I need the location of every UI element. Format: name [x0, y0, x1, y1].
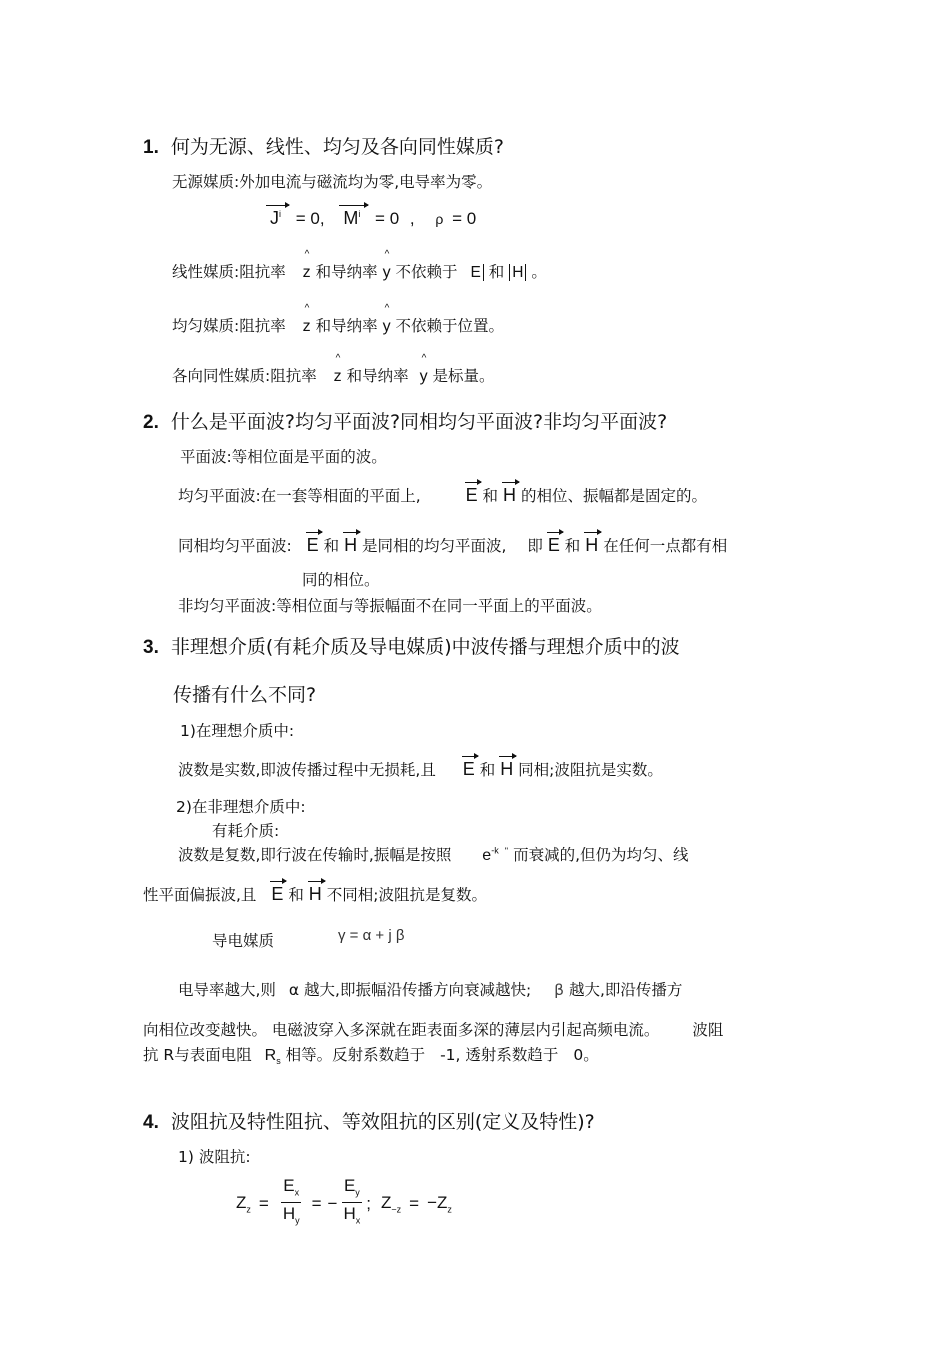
in-phase-uniform-plane-wave-definition: 同相均匀平面波: E 和 H 是同相的均匀平面波, 即 E 和 H 在任何一点都有相 [178, 535, 728, 555]
wave-impedance-label: 1) 波阻抗: [178, 1148, 251, 1166]
question-text: 何为无源、线性、均匀及各向同性媒质? [170, 136, 504, 158]
Z-minus-z: $Z_{-z}$ [381, 1193, 402, 1215]
question-1-title [143, 132, 504, 159]
fraction-Ey-over-Hx: $\frac{E_y}{H_x}$ [343, 1176, 361, 1226]
vector-J: $J^i$ [270, 208, 281, 228]
vector-E: E [462, 759, 475, 779]
equals: = [409, 1193, 420, 1213]
equals-zero: = 0 [295, 209, 320, 228]
wave-impedance-equation [236, 1176, 452, 1232]
question-3-title [143, 632, 680, 659]
propagation-constant-equation: γ = α + j β [338, 927, 405, 944]
vector-E: E [465, 485, 478, 505]
lossy-medium-text-2: 性平面偏振波,且 E 和 H 不同相;波阻抗是复数。 [143, 884, 487, 904]
rho-symbol: ρ [435, 211, 444, 227]
in-phase-continuation: 同的相位。 [302, 571, 380, 589]
vector-E: E [271, 884, 284, 904]
source-free-definition: 无源媒质:外加电流与磁流均为零,电导率为零。 [172, 173, 493, 191]
vector-E: E [547, 535, 560, 555]
question-number: 1. [143, 137, 159, 158]
y-hat: ^ y [420, 368, 428, 386]
conductor-text-2: 向相位改变越快。 电磁波穿入多深就在距表面多深的薄层内引起高频电流。 波阻 [143, 1021, 724, 1039]
vector-H: H [503, 485, 516, 505]
linear-medium-definition: 线性媒质:阻抗率 ^ z 和导纳率 ^ y 不依赖于 E 和 H 。 [172, 260, 547, 282]
uniform-plane-wave-definition: 均匀平面波:在一套等相面的平面上, E 和 H 的相位、振幅都是固定的。 [178, 485, 707, 505]
surface-resistance-symbol: $R_s$ [264, 1047, 281, 1067]
alpha-symbol: α [288, 981, 300, 999]
question-text: 波阻抗及特性阻抗、等效阻抗的区别(定义及特性)? [170, 1111, 595, 1133]
exponential-term: $e^{-k}$ '' [482, 845, 509, 864]
y-hat: ^ y [383, 318, 391, 336]
negative-Zz: $-Z_z$ [427, 1193, 452, 1215]
conductor-text-3: 抗 R与表面电阻 $R_s$ 相等。反射系数趋于 -1, 透射系数趋于 0。 [143, 1046, 599, 1067]
lossy-medium-label: 有耗介质: [212, 822, 280, 840]
equals-zero: = 0 [452, 209, 477, 228]
source-free-equation [270, 208, 476, 229]
minus-sign: − [327, 1193, 338, 1213]
equals: = [311, 1193, 322, 1213]
vector-E: E [306, 535, 319, 555]
question-text: 非理想介质(有耗介质及导电媒质)中波传播与理想介质中的波 [170, 636, 680, 658]
homogeneous-medium-definition: 均匀媒质:阻抗率 ^ z 和导纳率 ^ y 不依赖于位置。 [172, 314, 504, 336]
comma: , [319, 209, 325, 228]
beta-symbol: β [554, 981, 565, 999]
vector-H: H [500, 759, 514, 779]
non-uniform-plane-wave-definition: 非均匀平面波:等相位面与等振幅面不在同一平面上的平面波。 [178, 597, 602, 615]
plane-wave-definition: 平面波:等相位面是平面的波。 [180, 448, 387, 466]
vector-H: H [308, 884, 322, 904]
ideal-medium-label: 1)在理想介质中: [180, 722, 295, 740]
question-number: 3. [143, 637, 159, 658]
conductor-medium-label: 导电媒质 [212, 932, 275, 950]
ideal-medium-text: 波数是实数,即波传播过程中无损耗,且 E 和 H 同相;波阻抗是实数。 [178, 759, 663, 779]
Zz: $Z_z$ [236, 1193, 251, 1215]
non-ideal-medium-label: 2)在非理想介质中: [176, 798, 306, 816]
z-hat: ^ z [303, 318, 311, 336]
question-number: 4. [143, 1112, 159, 1133]
abs-H: H [509, 264, 526, 281]
vector-H: H [344, 535, 358, 555]
isotropic-medium-definition: 各向同性媒质:阻抗率 ^ z 和导纳率 ^ y 是标量。 [172, 364, 495, 386]
question-2-title [143, 407, 667, 434]
z-hat: ^ z [303, 264, 311, 282]
semicolon: ; [366, 1193, 371, 1213]
question-4-title [143, 1107, 595, 1134]
question-text: 什么是平面波?均匀平面波?同相均匀平面波?非均匀平面波? [170, 411, 668, 433]
conductor-text-1: 电导率越大,则 α 越大,即振幅沿传播方向衰减越快; β 越大,即沿传播方 [178, 981, 683, 999]
comma: , [409, 209, 415, 228]
abs-E: E [468, 264, 483, 281]
z-hat: ^ z [334, 368, 342, 386]
fraction-Ex-over-Hy: $\frac{E_x}{H_y}$ [282, 1176, 300, 1226]
lossy-medium-text: 波数是复数,即行波在传输时,振幅是按照 $e^{-k}$ '' 而衰减的,但仍为均匀、线 [178, 845, 689, 864]
equals-zero: = 0 [375, 209, 400, 228]
vector-M: $M^i$ [343, 208, 361, 228]
question-3-title-continued: 传播有什么不同? [173, 684, 317, 706]
question-number: 2. [143, 412, 159, 433]
y-hat: ^ y [383, 264, 391, 282]
equals: = [258, 1193, 269, 1213]
vector-H: H [585, 535, 599, 555]
